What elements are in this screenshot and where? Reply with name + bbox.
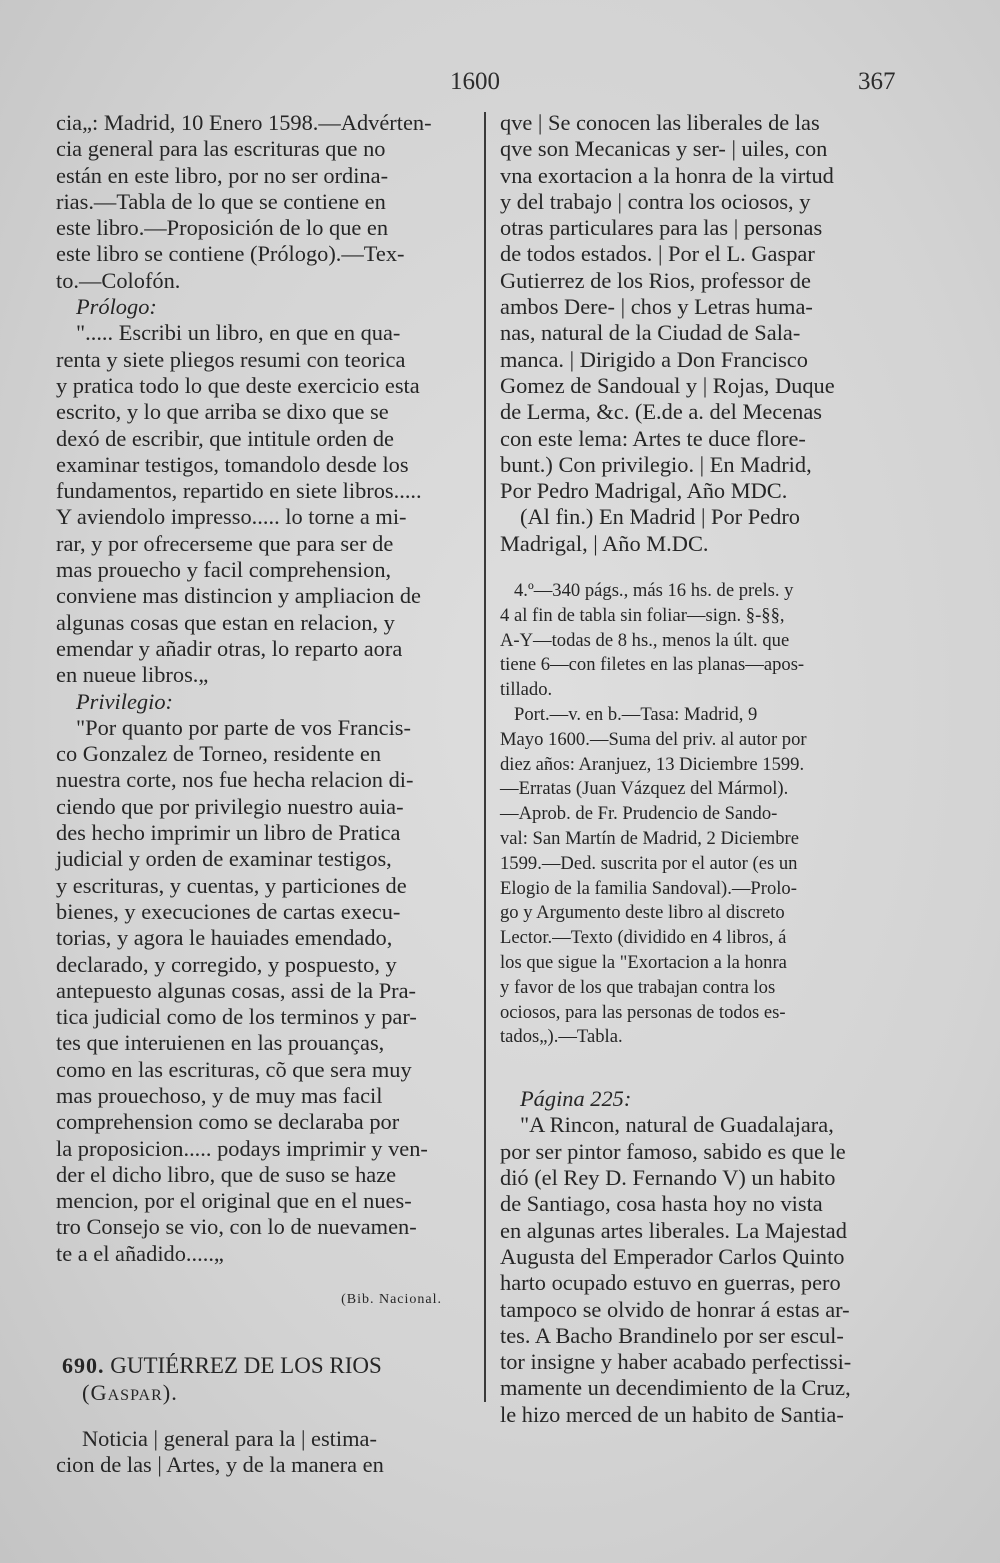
library-note: (Bib. Nacional. [341, 1292, 442, 1308]
text-line: go y Argumento deste libro al discreto [500, 902, 785, 924]
entry-title-block [56, 1426, 472, 1479]
text-line: Y aviendolo impresso..... lo torne a mi- [56, 504, 407, 530]
text-line: de todos estados. | Por el L. Gaspar [500, 241, 815, 267]
text-line: Mayo 1600.—Suma del priv. al autor por [500, 728, 807, 750]
pagina-quote [500, 1112, 902, 1428]
privilegio-quote [56, 715, 472, 1267]
text-line: antepuesto algunas cosas, assi de la Pra- [56, 977, 417, 1003]
text-line: mas prouecho y facil comprehension, [56, 557, 392, 583]
text-line: (Al fin.) En Madrid | Por Pedro [520, 504, 800, 530]
text-line: harto ocupado estuvo en guerras, pero [500, 1270, 841, 1296]
text-line: tes. A Bacho Brandinelo por ser escul- [500, 1322, 844, 1348]
page-number: 367 [858, 68, 896, 95]
text-line: cia„: Madrid, 10 Enero 1598.—Advérten- [56, 110, 432, 135]
text-line: nas, natural de la Ciudad de Sala- [500, 320, 801, 346]
text-line: y favor de los que trabajan contra los [500, 976, 776, 998]
text-line: en nueue libros.„ [56, 662, 209, 688]
text-line: —Aprob. de Fr. Prudencio de Sando- [500, 803, 778, 825]
text-line: y del trabajo | contra los ociosos, y [500, 188, 811, 214]
text-line: Augusta del Emperador Carlos Quinto [500, 1243, 845, 1269]
text-line: co Gonzalez de Torneo, residente en [56, 741, 382, 767]
text-line: Port.—v. en b.—Tasa: Madrid, 9 [514, 704, 758, 726]
text-line: manca. | Dirigido a Don Francisco [500, 346, 808, 372]
entry-author: GUTIÉRREZ DE LOS RIOS [110, 1353, 382, 1379]
text-line: tiene 6—con filetes en las planas—apos- [500, 654, 805, 676]
intro-block [56, 110, 472, 294]
text-line: como en las escrituras, cõ que sera muy [56, 1056, 412, 1082]
text-line: otras particulares para las | personas [500, 215, 823, 241]
text-line: "A Rincon, natural de Guadalajara, [520, 1112, 834, 1138]
text-line: renta y siete pliegos resumi con teorica [56, 346, 406, 372]
text-line: Lector.—Texto (dividido en 4 libros, á [500, 927, 787, 949]
text-line: los que sigue la "Exortacion a la honra [500, 952, 787, 973]
text-line: 4 al fin de tabla sin foliar—sign. §-§§, [500, 604, 785, 626]
text-line: Gomez de Sandoual y | Rojas, Duque [500, 372, 835, 398]
text-line: emendar y añadir otras, lo reparto aora [56, 635, 403, 661]
text-line: en algunas artes liberales. La Majestad [500, 1217, 847, 1243]
text-line: 1599.—Ded. suscrita por el autor (es un [500, 852, 798, 874]
text-line: de Santiago, cosa hasta hoy no vista [500, 1191, 823, 1217]
text-line: "..... Escribi un libro, en que en qua- [76, 320, 401, 346]
text-line: rar, y por ofrecerseme que para ser de [56, 530, 394, 556]
text-line: escrito, y lo que arriba se dixo que se [56, 399, 389, 425]
prologo-quote [56, 320, 472, 688]
contents-description [500, 703, 902, 1050]
text-line: este libro se contiene (Prólogo).—Tex- [56, 241, 405, 267]
column-divider [484, 112, 486, 1402]
text-line: Noticia | general para la | estima- [82, 1425, 377, 1451]
entry-number: 690. [62, 1353, 105, 1379]
text-line: dió (el Rey D. Fernando V) un habito [500, 1165, 836, 1191]
text-line: de Lerma, &c. (E.de a. del Mecenas [500, 399, 823, 425]
text-line: te a el añadido.....„ [56, 1240, 224, 1266]
text-line: diez años: Aranjuez, 13 Diciembre 1599. [500, 753, 805, 775]
pagina-heading: Página 225: [520, 1086, 632, 1112]
text-line: mas prouechoso, y de muy mas facil [56, 1082, 383, 1108]
prologo-heading: Prólogo: [76, 294, 157, 320]
text-line: ociosos, para las personas de todos es- [500, 1001, 786, 1023]
text-line: ambos Dere- | chos y Letras huma- [500, 294, 813, 320]
text-line: Elogio de la familia Sandoval).—Prolo- [500, 877, 797, 899]
text-line: mencion, por el original que en el nues- [56, 1188, 412, 1214]
colophon [500, 504, 902, 557]
text-line: A-Y—todas de 8 hs., menos la últ. que [500, 629, 790, 651]
text-line: dexó de escribir, que intitule orden de [56, 425, 394, 451]
text-line: tampoco se olvido de honrar á estas ar- [500, 1296, 850, 1322]
text-line: tes que interuienen en las prouanças, [56, 1030, 385, 1056]
text-line: der el dicho libro, que de suso se haze [56, 1161, 397, 1187]
entry-heading [56, 1353, 472, 1379]
text-line: cion de las | Artes, y de la manera en [56, 1452, 384, 1478]
text-line: qve son Mecanicas y ser- | uiles, con [500, 136, 828, 162]
text-line: están en este libro, por no ser ordina- [56, 162, 389, 188]
text-line: la proposicion..... podays imprimir y ven- [56, 1135, 428, 1161]
text-line: —Erratas (Juan Vázquez del Mármol). [500, 778, 789, 800]
text-line: y pratica todo lo que deste exercicio esta [56, 372, 420, 398]
text-line: algunas cosas que estan en relacion, y [56, 609, 395, 635]
text-line: y escrituras, y cuentas, y particiones de [56, 872, 407, 898]
text-line: bienes, y execuciones de cartas execu- [56, 898, 401, 924]
text-line: bunt.) Con privilegio. | En Madrid, [500, 451, 812, 477]
text-line: "Por quanto por parte de vos Francis- [76, 714, 411, 740]
text-line: conviene mas distincion y ampliacion de [56, 583, 421, 609]
text-line: judicial y orden de examinar testigos, [56, 846, 392, 872]
text-line: con este lema: Artes te duce flore- [500, 425, 806, 451]
text-line: este libro.—Proposición de lo que en [56, 215, 389, 241]
left-column [56, 110, 472, 1479]
privilegio-heading: Privilegio: [76, 688, 173, 714]
text-line: mamente un decendimiento de la Cruz, [500, 1375, 851, 1401]
text-line: comprehension como se declaraba por [56, 1109, 400, 1135]
text-line: declarado, y corregido, y pospuesto, y [56, 951, 397, 977]
text-line: tados„).—Tabla. [500, 1026, 623, 1048]
text-line: tica judicial como de los terminos y par- [56, 1004, 417, 1030]
text-line: Madrigal, | Año M.DC. [500, 530, 709, 556]
text-line: Gutierrez de los Rios, professor de [500, 267, 811, 293]
text-line: tillado. [500, 679, 553, 701]
text-line: fundamentos, repartido en siete libros..... [56, 478, 422, 504]
text-line: val: San Martín de Madrid, 2 Diciembre [500, 828, 799, 850]
text-line: 4.º—340 págs., más 16 hs. de prels. y [514, 580, 794, 602]
text-line: rias.—Tabla de lo que se contiene en [56, 188, 386, 214]
text-line: cia general para las escrituras que no [56, 136, 386, 162]
text-line: examinar testigos, tomandolo desde los [56, 451, 409, 477]
text-line: Por Pedro Madrigal, Año MDC. [500, 478, 788, 504]
entry-author-forename: (Gaspar). [82, 1379, 178, 1405]
text-line: vna exortacion a la honra de la virtud [500, 162, 834, 188]
running-head-year: 1600 [450, 68, 500, 95]
text-line: des hecho imprimir un libro de Pratica [56, 820, 401, 846]
right-column [500, 110, 902, 1428]
text-line: tor insigne y haber acabado perfectissi- [500, 1349, 852, 1375]
text-line: to.—Colofón. [56, 267, 181, 293]
text-line: qve | Se conocen las liberales de las [500, 110, 820, 135]
text-line: nuestra corte, nos fue hecha relacion di- [56, 767, 414, 793]
text-line: por ser pintor famoso, sabido es que le [500, 1138, 846, 1164]
text-line: torias, y agora le hauiades emendado, [56, 925, 393, 951]
text-line: tro Consejo se vio, con lo de nuevamen- [56, 1214, 417, 1240]
text-line: le hizo merced de un habito de Santia- [500, 1401, 844, 1427]
text-line: ciendo que por privilegio nuestro auia- [56, 793, 404, 819]
physical-description [500, 579, 902, 703]
title-continuation [500, 110, 902, 504]
